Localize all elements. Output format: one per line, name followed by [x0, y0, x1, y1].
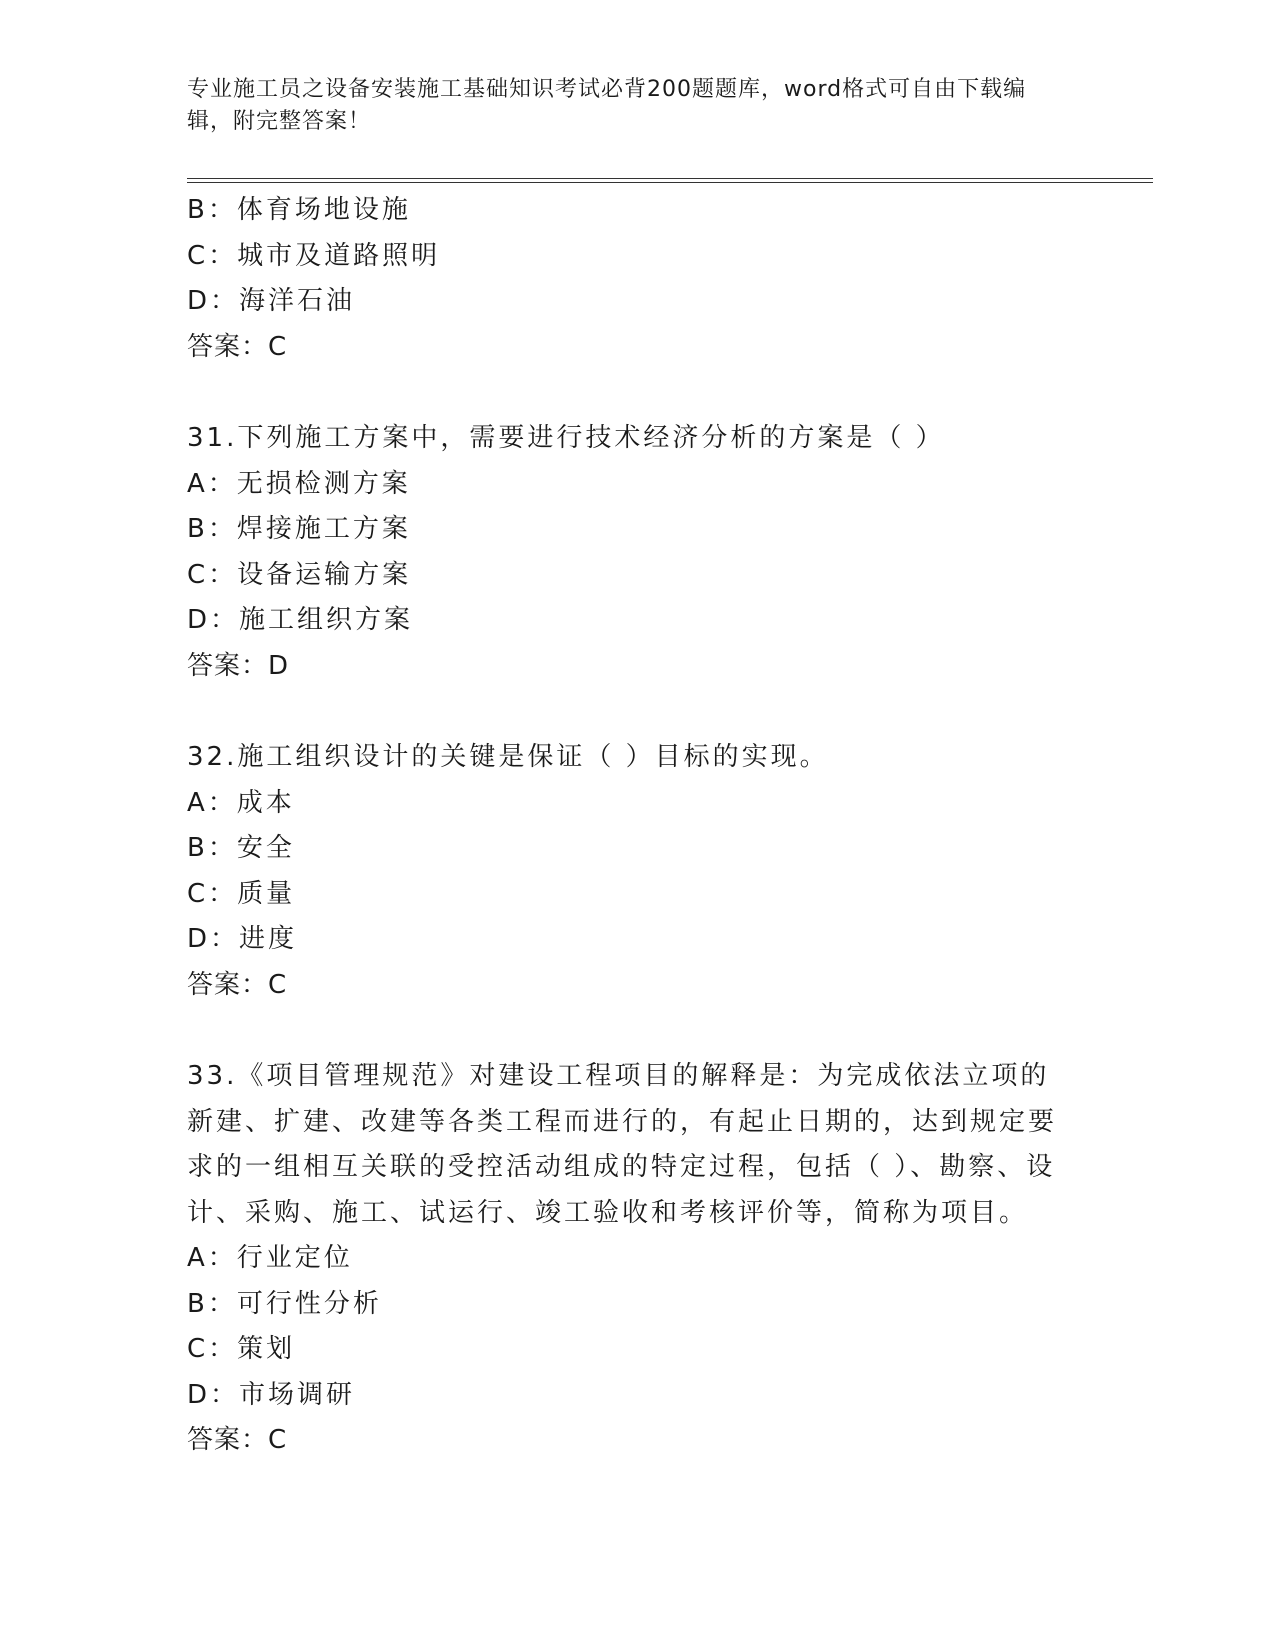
spacer — [187, 370, 1087, 416]
option-c: C：设备运输方案 — [187, 559, 412, 590]
header-divider — [187, 178, 1153, 183]
question-block-33 — [187, 1054, 1087, 1464]
spacer — [187, 1008, 1087, 1054]
question-text: 32.施工组织设计的关键是保证（ ）目标的实现。 — [187, 742, 829, 772]
option-b: B：可行性分析 — [187, 1288, 382, 1319]
answer-line: 答案：C — [187, 969, 288, 1000]
option-b: B：焊接施工方案 — [187, 514, 411, 544]
option-d: D：海洋石油 — [187, 286, 356, 316]
option-c: C：质量 — [187, 878, 296, 909]
option-d: D：施工组织方案 — [187, 605, 414, 635]
answer-line: 答案：C — [187, 331, 288, 362]
question-list — [187, 188, 1087, 1464]
question-block-31 — [187, 416, 1087, 689]
answer-line: 答案：C — [187, 1425, 288, 1455]
option-d: D：进度 — [187, 924, 298, 954]
document-header: 专业施工员之设备安装施工基础知识考试必背200题题库，word格式可自由下载编辑，附完整答案！ — [187, 77, 1027, 134]
option-c: C：城市及道路照明 — [187, 240, 441, 271]
question-block-partial — [187, 188, 1087, 370]
option-a: A：行业定位 — [187, 1243, 353, 1273]
option-b: B：安全 — [187, 833, 295, 863]
option-d: D：市场调研 — [187, 1379, 356, 1410]
question-text: 33.《项目管理规范》对建设工程项目的解释是：为完成依法立项的新建、扩建、改建等各类工程而进行的，有起止日期的，达到规定要求的一组相互关联的受控活动组成的特定过程，包括（ ）、勘察、设计、采购、施工、试运行、竣工验收和考核评价等，简称为项目。 — [187, 1061, 1058, 1228]
question-text: 31.下列施工方案中，需要进行技术经济分析的方案是（ ） — [187, 423, 945, 453]
option-a: A：成本 — [187, 787, 295, 818]
option-b: B：体育场地设施 — [187, 195, 411, 225]
answer-line: 答案：D — [187, 650, 290, 681]
question-block-32 — [187, 735, 1087, 1008]
option-c: C：策划 — [187, 1334, 296, 1364]
spacer — [187, 689, 1087, 735]
option-a: A：无损检测方案 — [187, 468, 411, 499]
